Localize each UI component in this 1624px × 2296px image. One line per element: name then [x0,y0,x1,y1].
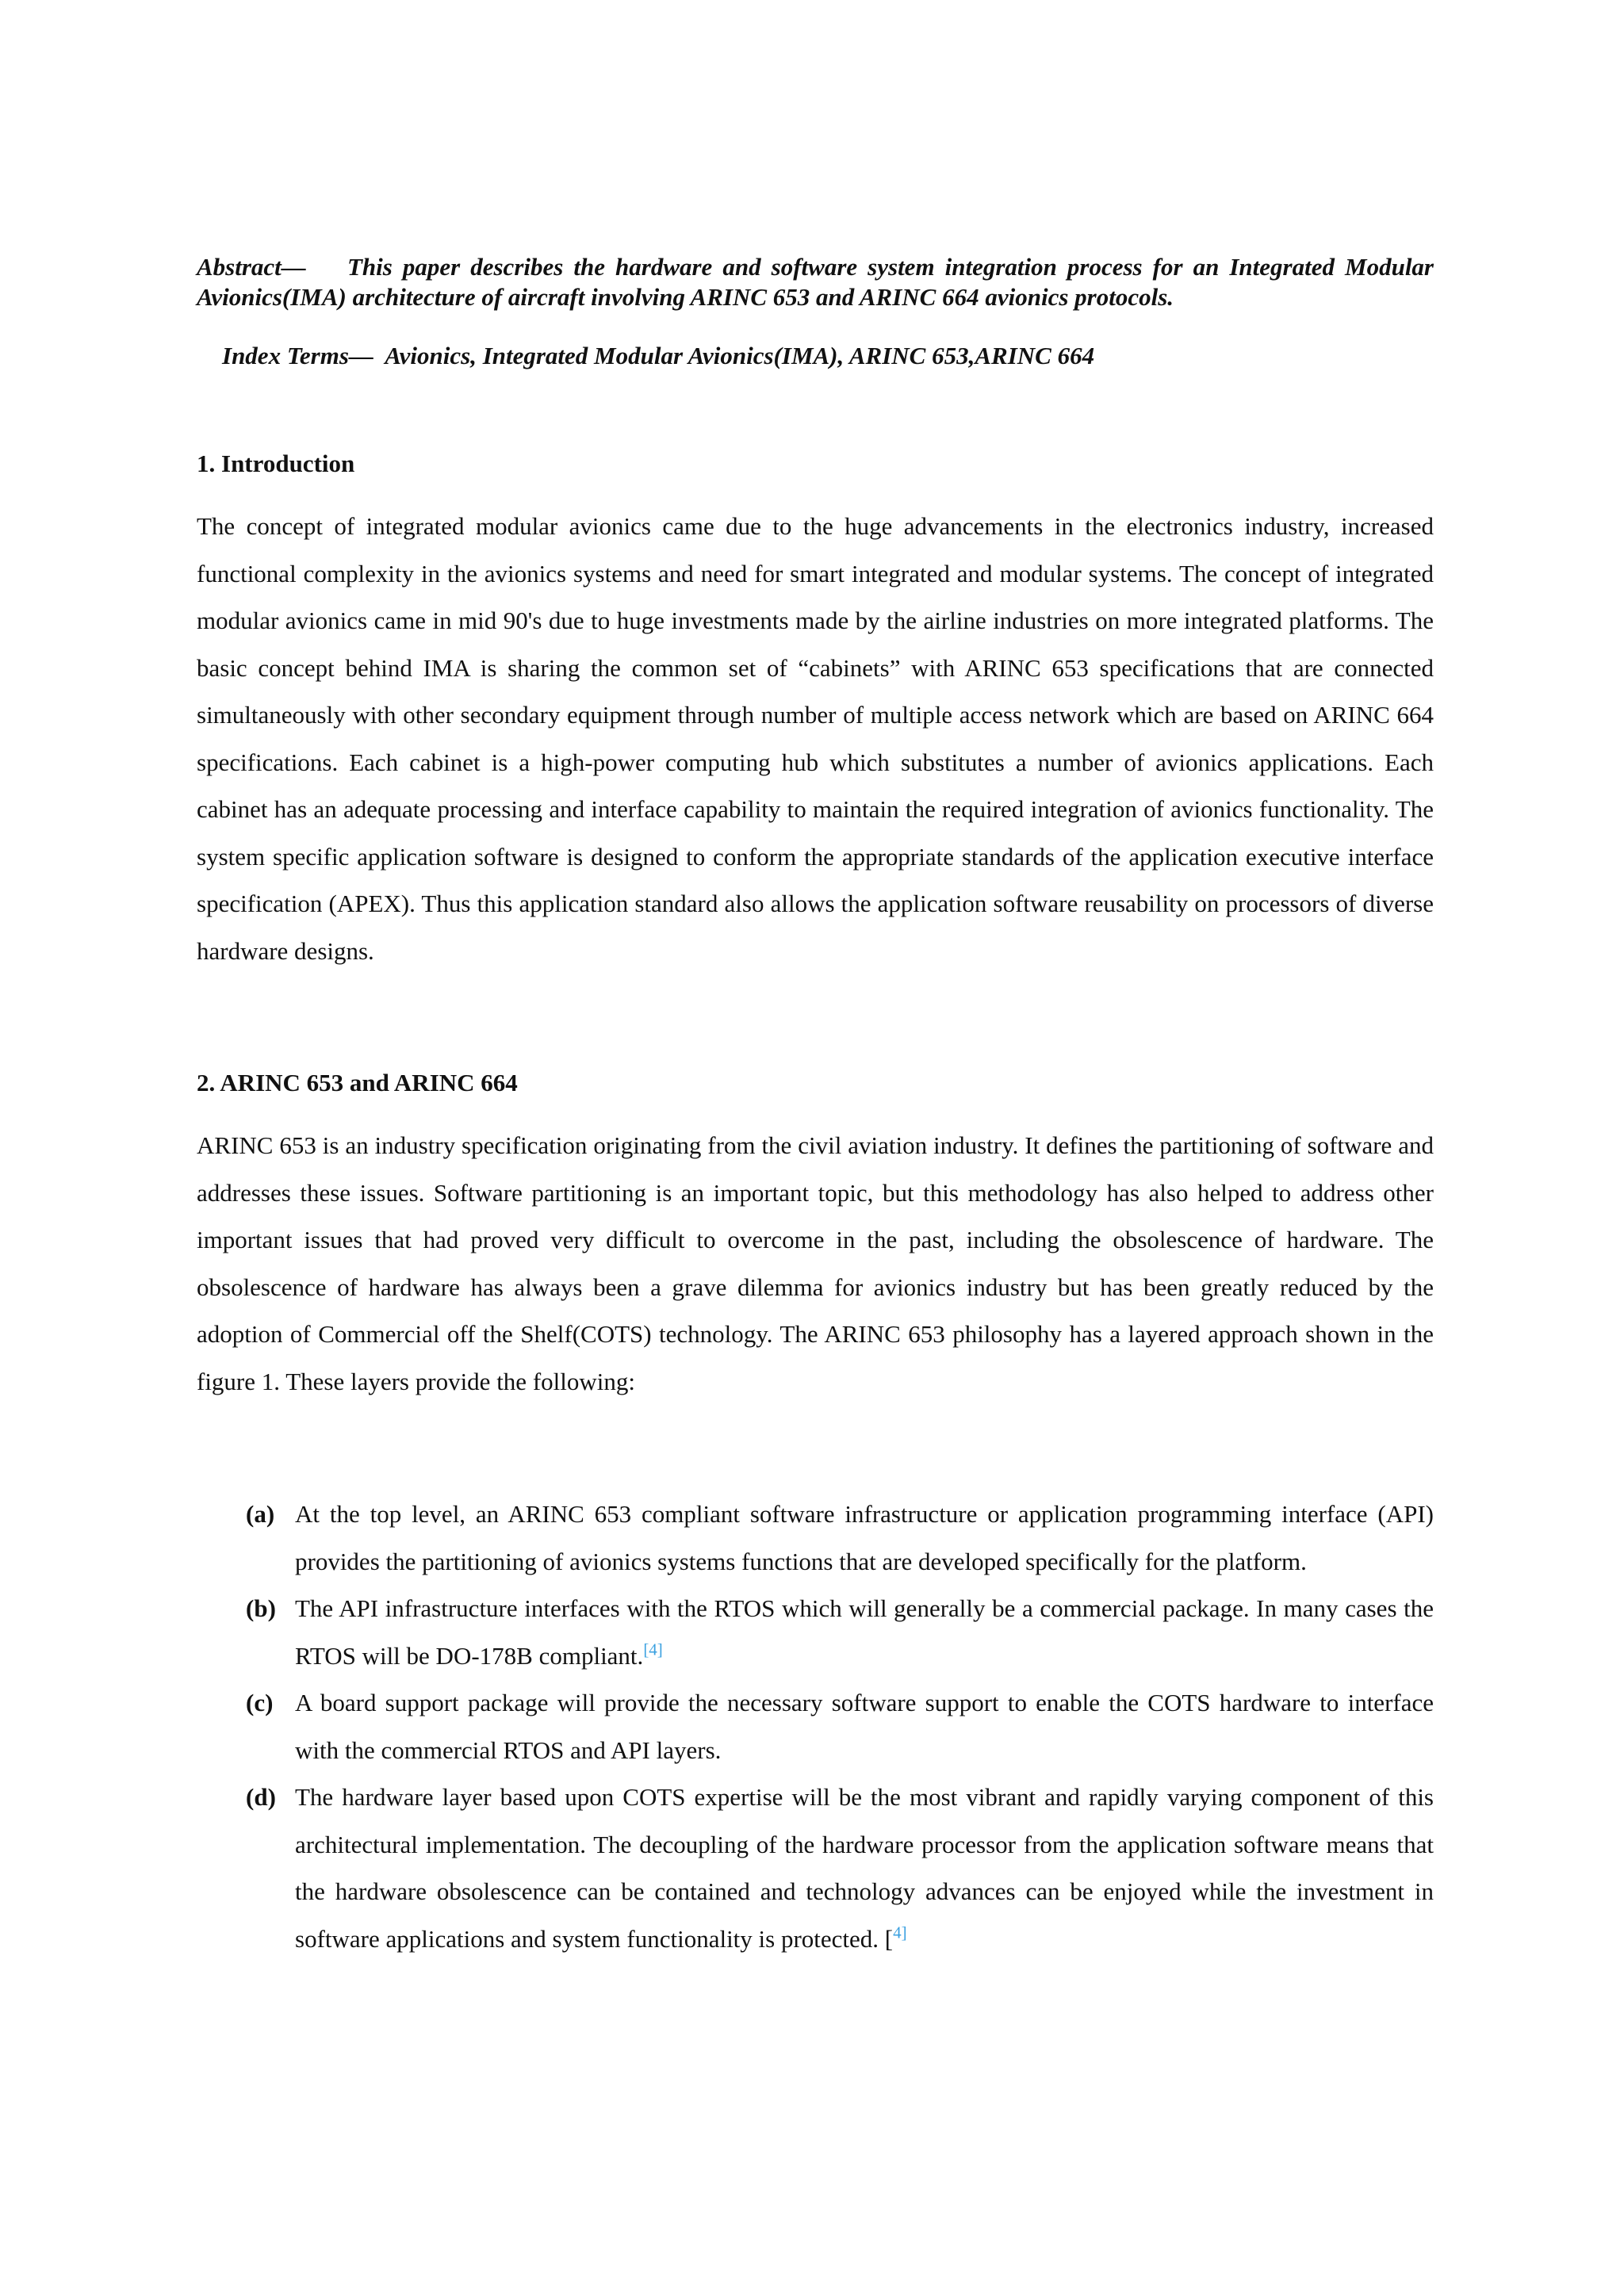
index-terms-text: Avionics, Integrated Modular Avionics(IMA), ARINC 653,ARINC 664 [385,342,1095,369]
index-terms [222,341,1434,371]
list-item-d [197,1774,1434,1962]
section-heading-arinc: 2. ARINC 653 and ARINC 664 [197,1069,518,1096]
list-item-a [197,1490,1434,1585]
list-item-c [197,1679,1434,1774]
abstract-label: Abstract— [197,253,306,281]
layer-list [197,1490,1434,1962]
list-marker: (c) [246,1689,274,1716]
list-item-text: At the top level, an ARINC 653 compliant software infrastructure or application programming interface (API) provides the partitioning of avionics systems functions that are developed specifically for the platform. [295,1500,1434,1575]
paper-page [197,252,1434,1962]
section-heading-introduction: 1. Introduction [197,450,355,477]
list-item-text: A board support package will provide the necessary software support to enable the COTS hardware to interface with the commercial RTOS and API layers. [295,1689,1434,1764]
list-marker: (d) [246,1783,276,1811]
abstract-text: This paper describes the hardware and software system integration process for an Integrated Modular Avionics(IMA) architecture of aircraft involving ARINC 653 and ARINC 664 avionics protocols. [197,253,1434,311]
list-item-text: The API infrastructure interfaces with the RTOS which will generally be a commercial package. In many cases the RTOS will be DO-178B compliant. [295,1594,1434,1670]
list-item-text: The hardware layer based upon COTS expertise will be the most vibrant and rapidly varying component of this architectural implementation. The decoupling of the hardware processor from the application software means that the hardware obsolescence can be contained and technology advances can be enjoyed while the investment in software applications and system functionality is protected. [ [295,1783,1434,1953]
citation-link[interactable]: [4] [643,1640,663,1659]
citation-link[interactable]: 4] [893,1923,907,1942]
introduction-paragraph: The concept of integrated modular avionics came due to the huge advancements in the electronics industry, increased functional complexity in the avionics systems and need for smart integrated and modular systems. The concept of integrated modular avionics came in mid 90's due to huge investments made by the airline industries on more integrated platforms. The basic concept behind IMA is sharing the common set of “cabinets” with ARINC 653 specifications that are connected simultaneously with other secondary equipment through number of multiple access network which are based on ARINC 664 specifications. Each cabinet is a high-power computing hub which substitutes a number of avionics applications. Each cabinet has an adequate processing and interface capability to maintain the required integration of avionics functionality. The system specific application software is designed to conform the appropriate standards of the application executive interface specification (APEX). Thus this application standard also allows the application software reusability on processors of diverse hardware designs. [197,512,1434,965]
index-terms-label: Index Terms— [222,342,373,369]
abstract [197,252,1434,312]
list-marker: (a) [246,1500,275,1528]
list-item-b [197,1585,1434,1679]
arinc-paragraph: ARINC 653 is an industry specification originating from the civil aviation industry. It defines the partitioning of software and addresses these issues. Software partitioning is an important topic, but this methodology has also helped to address other important issues that had proved very difficult to overcome in the past, including the obsolescence of hardware. The obsolescence of hardware has always been a grave dilemma for avionics industry but has been greatly reduced by the adoption of Commercial off the Shelf(COTS) technology. The ARINC 653 philosophy has a layered approach shown in the figure 1. These layers provide the following: [197,1131,1434,1395]
list-marker: (b) [246,1594,276,1622]
